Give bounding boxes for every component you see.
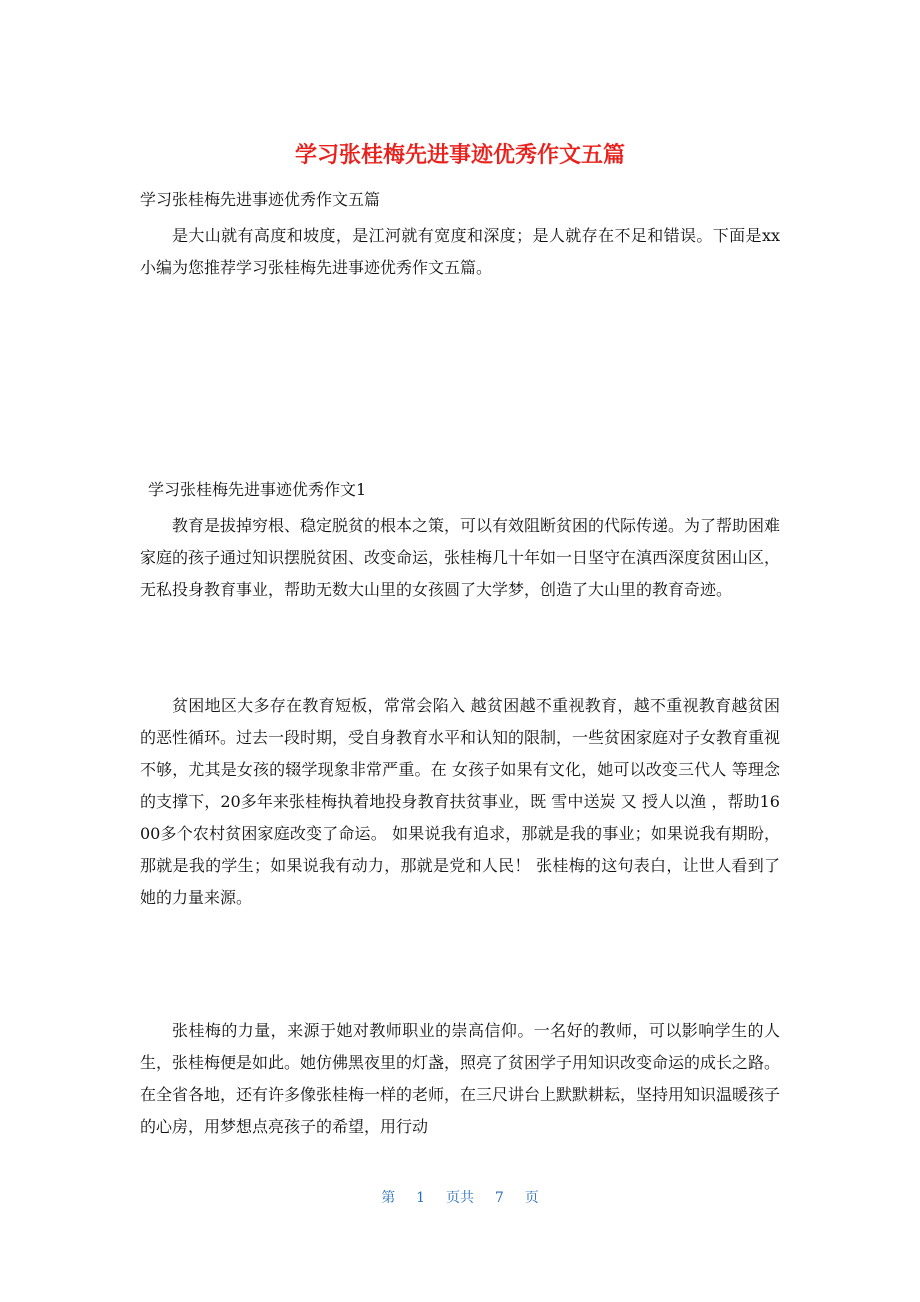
page-label-suffix: 页 xyxy=(524,1190,539,1206)
section-heading: 学习张桂梅先进事迹优秀作文1 xyxy=(148,480,367,499)
document-subtitle: 学习张桂梅先进事迹优秀作文五篇 xyxy=(140,190,381,209)
page-label-prefix: 第 xyxy=(381,1190,396,1206)
total-pages-number: 7 xyxy=(494,1190,504,1206)
page-label-middle: 页共 xyxy=(446,1190,474,1206)
intro-paragraph: 是大山就有高度和坡度，是江河就有宽度和深度；是人就存在不足和错误。下面是xx小编为您推荐学习张桂梅先进事迹优秀作文五篇。 xyxy=(140,226,780,277)
current-page-number: 1 xyxy=(416,1190,426,1206)
body-paragraph-1: 教育是拔掉穷根、稳定脱贫的根本之策，可以有效阻断贫困的代际传递。为了帮助困难家庭的孩子通过知识摆脱贫困、改变命运，张桂梅几十年如一日坚守在滇西深度贫困山区，无私投身教育事业，帮助无数大山里的女孩圆了大学梦，创造了大山里的教育奇迹。 xyxy=(140,516,781,599)
body-paragraph-3: 张桂梅的力量，来源于她对教师职业的崇高信仰。一名好的教师，可以影响学生的人生，张桂梅便是如此。她仿佛黑夜里的灯盏，照亮了贫困学子用知识改变命运的成长之路。在全省各地，还有许多像张桂梅一样的老师，在三尺讲台上默默耕耘，坚持用知识温暖孩子的心房，用梦想点亮孩子的希望，用行动 xyxy=(140,1021,781,1136)
page-footer xyxy=(0,1188,920,1208)
body-paragraph-2: 贫困地区大多存在教育短板，常常会陷入 越贫困越不重视教育，越不重视教育越贫困 的恶性循环。过去一段时期，受自身教育水平和认知的限制，一些贫困家庭对子女教育重视不够，尤其是女孩的辍学现象非常严重。在 女孩子如果有文化，她可以改变三代人 等理念的支撑下，20多年来张桂梅执着地投身教育扶贫事业，既 雪中送炭 又 授人以渔 ，帮助1600多个农村贫困家庭改变了命运。 如果说我有追求，那就是我的事业；如果说我有期盼，那就是我的学生；如果说我有动力，那就是党和人民！ 张桂梅的这句表白，让世人看到了她的力量来源。 xyxy=(140,696,781,907)
document-title: 学习张桂梅先进事迹优秀作文五篇 xyxy=(294,143,625,168)
